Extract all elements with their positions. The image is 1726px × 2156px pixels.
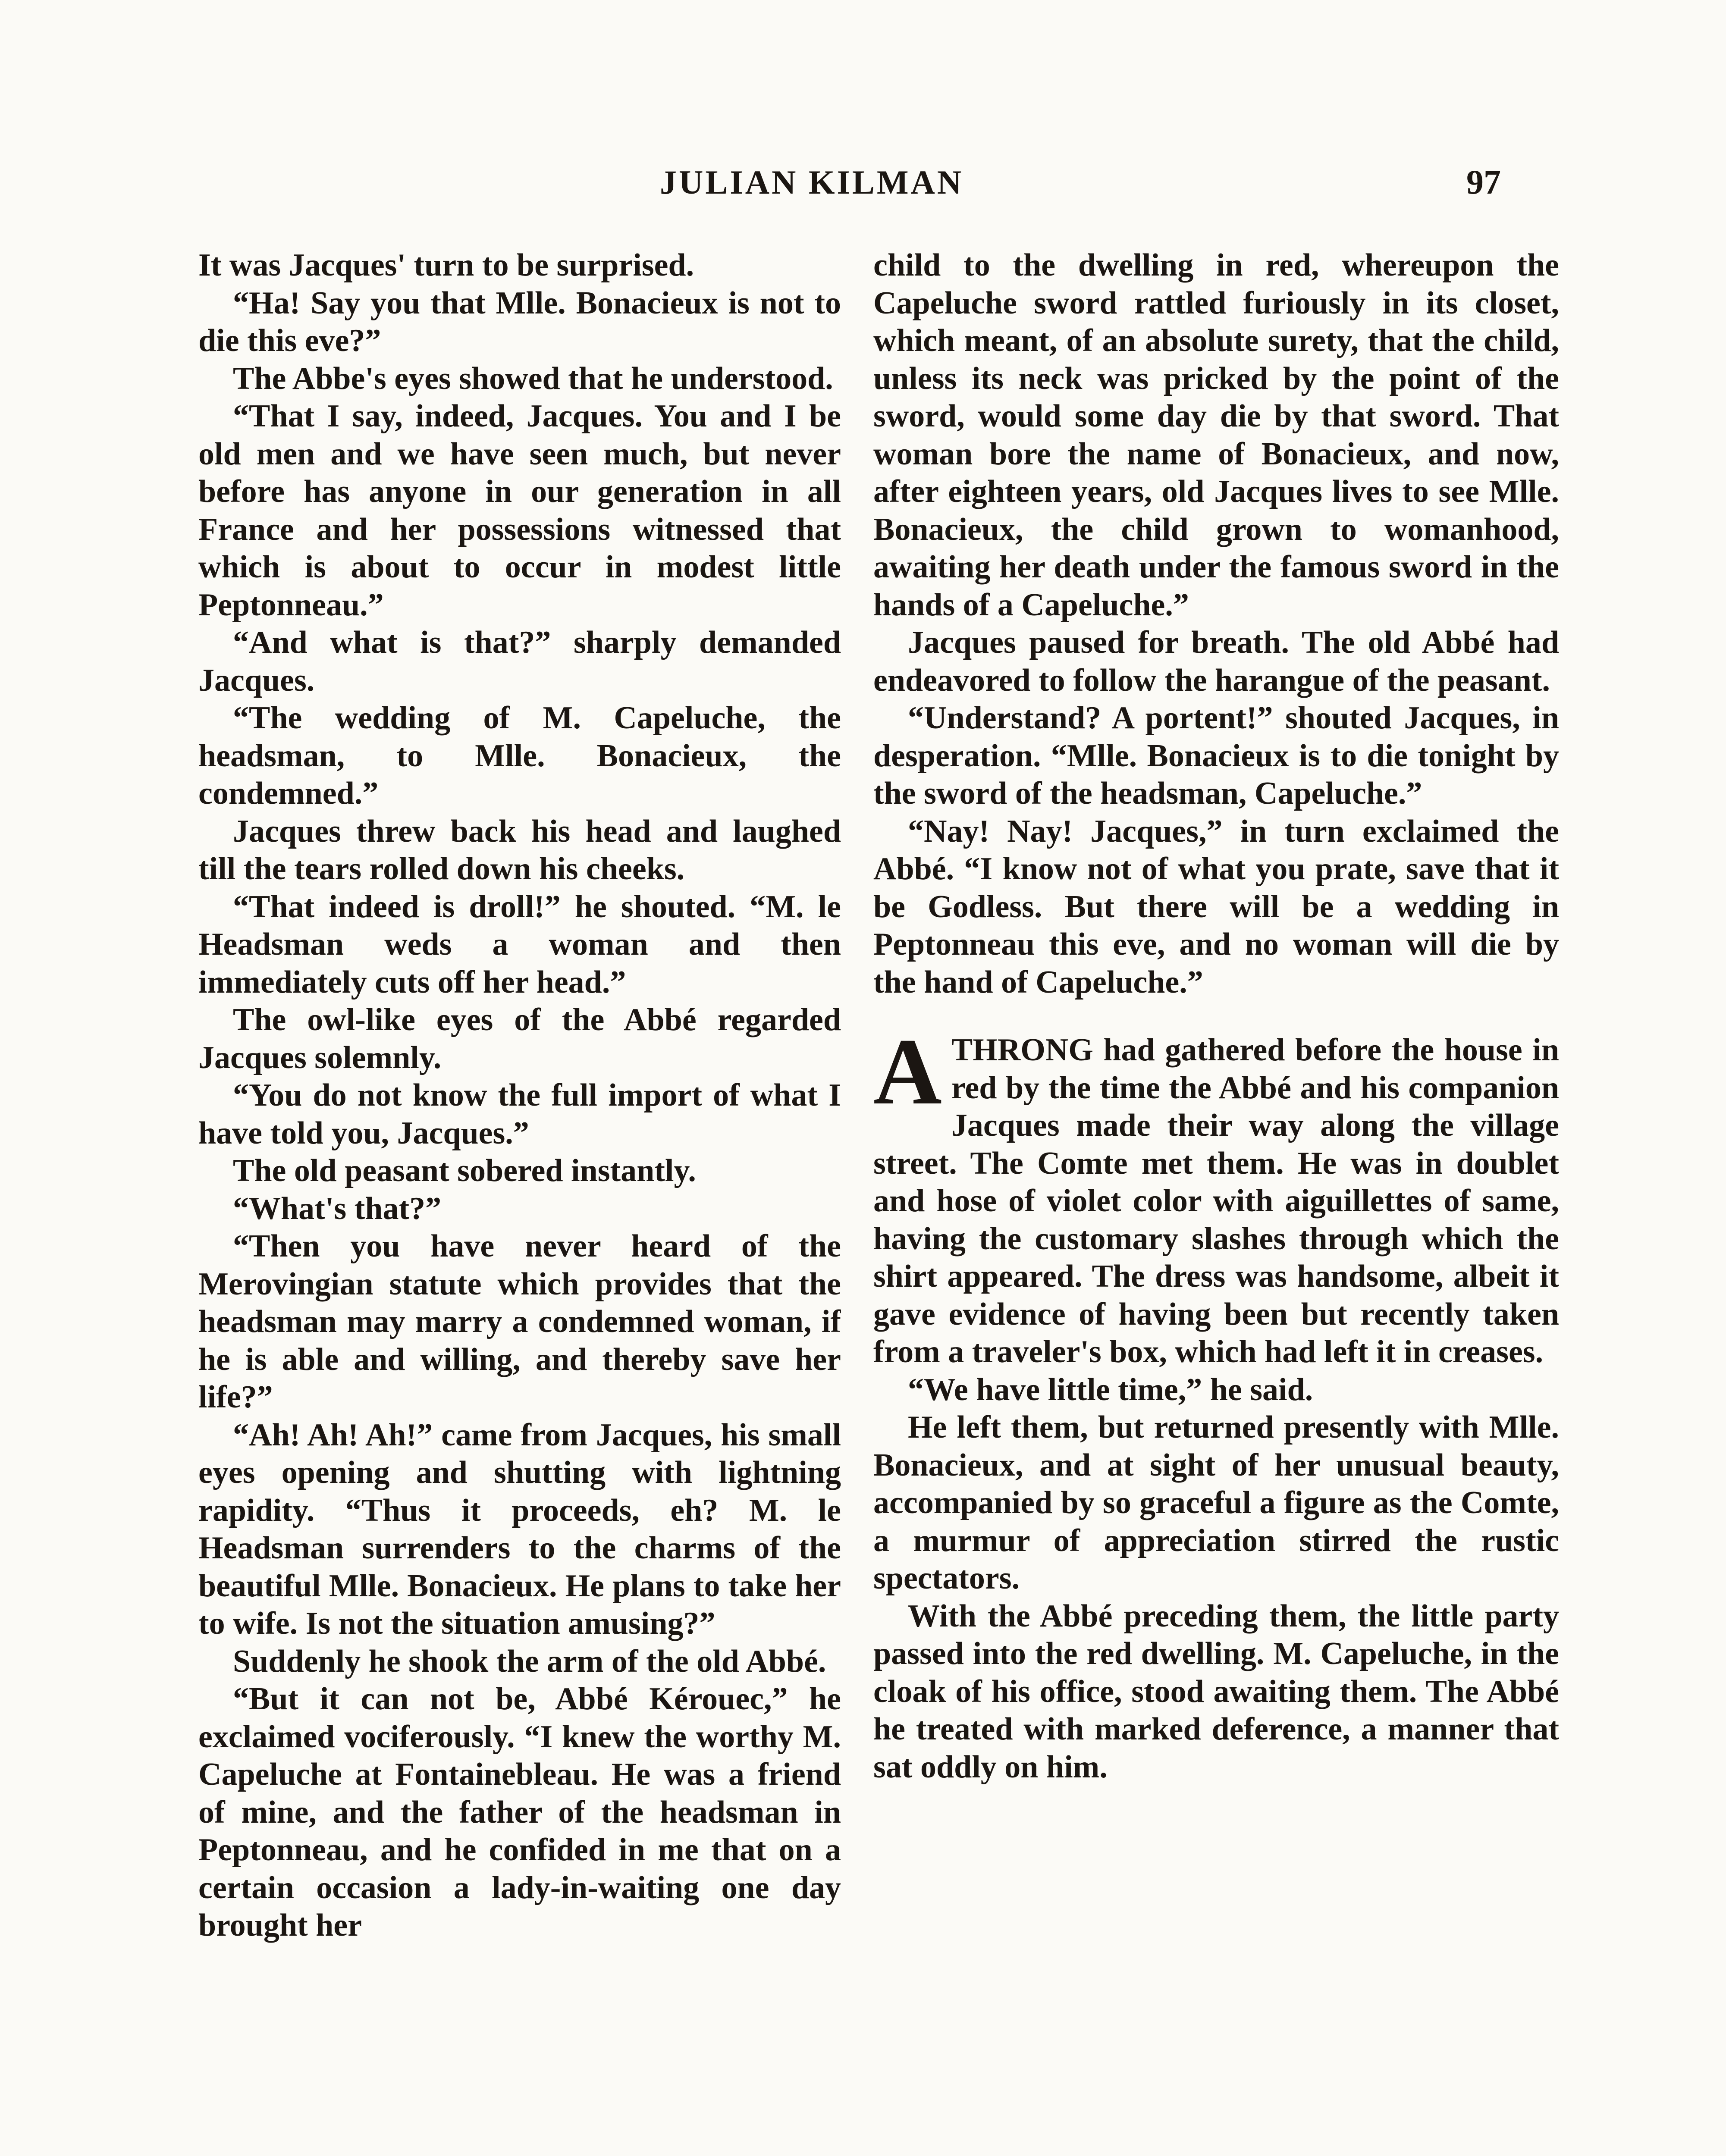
paragraph: Jacques threw back his head and laughed till the tears rolled down his cheeks. [198,813,841,887]
paragraph: “You do not know the full import of what I have told you, Jacques.” [198,1078,841,1151]
paragraph: Jacques paused for breath. The old Abbé had endeavored to follow the harangue of the peasant. [873,625,1559,698]
paragraph: “Nay! Nay! Jacques,” in turn exclaimed the Abbé. “I know not of what you prate, save that it be Godless. But there will be a wedding in Peptonneau this eve, and no woman will die by the hand of Capeluche.” [873,813,1559,1000]
paragraph: child to the dwelling in red, whereupon the Capeluche sword rattled furiously in its closet, which meant, of an absolute surety, that the child, unless its neck was pricked by the point of the sword, would some day die by that sword. That woman bore the name of Bonacieux, and now, after eighteen years, old Jacques lives to see Mlle. Bonacieux, the child grown to womanhood, awaiting her death under the famous sword in the hands of a Capeluche.” [873,248,1559,623]
paragraph: He left them, but returned presently with Mlle. Bonacieux, and at sight of her unusual beauty, accompanied by so graceful a figure as the Comte, a murmur of appreciation stirred the rustic spectators. [873,1410,1559,1596]
paragraph: “Then you have never heard of the Merovingian statute which provides that the headsman may marry a condemned woman, if he is able and willing, and thereby save her life?” [198,1228,841,1415]
right-column [873,247,1559,2156]
paragraph: “Ha! Say you that Mlle. Bonacieux is not to die this eve?” [198,285,841,358]
paragraph: It was Jacques' turn to be surprised. [198,248,694,283]
paragraph: With the Abbé preceding them, the little party passed into the red dwelling. M. Capeluche, in the cloak of his office, stood awaiting them. The Abbé he treated with marked deference, a manner that sat oddly on him. [873,1598,1559,1785]
section-opening-text: THRONG had gathered before the house in red by the time the Abbé and his companion Jacques made their way along the village street. The Comte met them. He was in doublet and hose of violet color with aiguillettes of same, having the customary slashes through which the shirt appeared. The dress was handsome, albeit it gave evidence of having been but recently taken from a traveler's box, which had left it in creases. [873,1032,1559,1369]
paragraph: The old peasant sobered instantly. [233,1153,696,1188]
paragraph: The Abbe's eyes showed that he understood. [233,360,833,396]
drop-cap: A [873,1019,942,1124]
paragraph: “But it can not be, Abbé Kérouec,” he exclaimed vociferously. “I knew the worthy M. Capeluche at Fontainebleau. He was a friend of mine, and the father of the headsman in Peptonneau, and he confided in me that on a certain occasion a lady-in-waiting one day brought her [198,1681,841,1943]
paragraph: “Ah! Ah! Ah!” came from Jacques, his small eyes opening and shutting with lightning rapidity. “Thus it proceeds, eh? M. le Headsman surrenders to the charms of the beautiful Mlle. Bonacieux. He plans to take her to wife. Is not the situation amusing?” [198,1417,841,1641]
left-column [198,247,841,2156]
page-number: 97 [1466,163,1501,201]
page-header [0,159,1726,206]
paragraph: “We have little time,” he said. [908,1372,1313,1407]
paragraph: The owl-like eyes of the Abbé regarded Jacques solemnly. [198,1002,841,1075]
paragraph: “That I say, indeed, Jacques. You and I be old men and we have seen much, but never before has anyone in our generation in all France and her possessions witnessed that which is about to occur in modest little Peptonneau.” [198,398,841,623]
paragraph: “That indeed is droll!” he shouted. “M. le Headsman weds a woman and then immediately cuts off her head.” [198,889,841,1000]
running-head: JULIAN KILMAN [660,163,964,201]
paragraph: “And what is that?” sharply demanded Jacques. [198,625,841,698]
paragraph: “The wedding of M. Capeluche, the headsman, to Mlle. Bonacieux, the condemned.” [198,700,841,811]
paragraph: Suddenly he shook the arm of the old Abbé. [233,1643,826,1679]
paragraph: “What's that?” [233,1191,442,1226]
paragraph: “Understand? A portent!” shouted Jacques, in desperation. “Mlle. Bonacieux is to die tonight by the sword of the headsman, Capeluche.” [873,700,1559,811]
section-opening-paragraph [873,1019,1559,1371]
